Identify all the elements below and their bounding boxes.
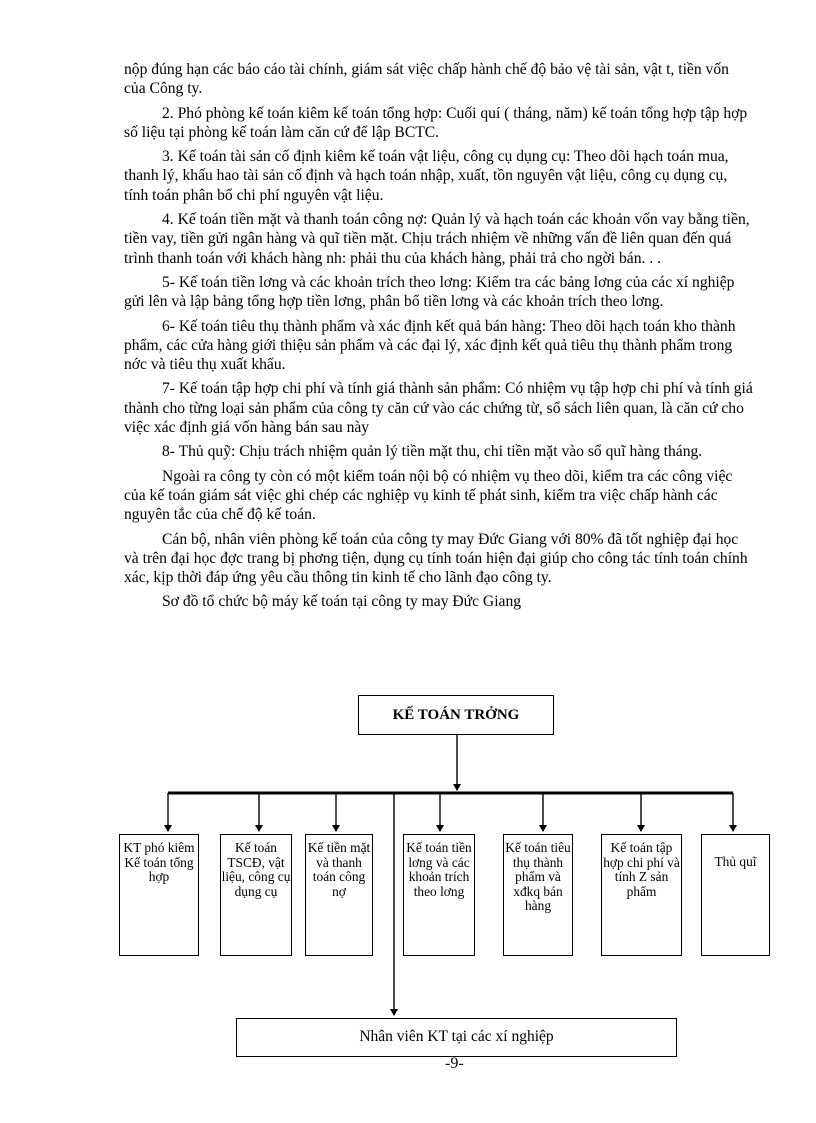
fixed-asset-accountant-box: Kế toán TSCĐ, vật liệu, công cụ dụng cụ [220, 834, 292, 956]
treasurer-box: Thủ quĩ [701, 834, 770, 956]
paragraph: 2. Phó phòng kế toán kiêm kế toán tổng hợp: Cuối quí ( tháng, năm) kế toán tổng hợp tập hợp số liệu tại phòng kế toán làm căn cứ để lập BCTC. [124, 104, 748, 141]
paragraph: 8- Thủ quỹ: Chịu trách nhiệm quản lý tiền mặt thu, chi tiền mặt vào sổ quĩ hàng tháng. [162, 443, 703, 461]
sales-accountant-box: Kế toán tiêu thụ thành phẩm và xđkq bán hàng [503, 834, 573, 956]
paragraph: 7- Kế toán tập hợp chi phí và tính giá thành sản phẩm: Có nhiệm vụ tập hợp chi phí và tính giá thành cho từng loại sản phẩm của công ty căn cứ vào các chứng từ, sổ sách liên quan, là căn cứ cho việc xác định giá vốn hàng bán sau này [124, 380, 753, 437]
paragraph: 5- Kế toán tiền lơng và các khoản trích theo lơng: Kiểm tra các bảng lơng của các xí nghiệp gửi lên và lập bảng tổng hợp tiền lơng, phân bổ tiền lơng và các khoản trích theo lơng. [124, 273, 735, 311]
chief-accountant-box: KẾ TOÁN TRỞNG [358, 695, 554, 735]
paragraph: Ngoài ra công ty còn có một kiểm toán nội bộ có nhiệm vụ theo dõi, kiểm tra các công việc của kế toán giám sát việc ghi chép các nghiệp vụ kinh tế phát sinh, kiểm tra việc chấp hành các nguyên tắc của chế độ kế toán. [124, 467, 733, 524]
cost-accountant-box: Kế toán tập hợp chi phí và tính Z sản phẩm [601, 834, 682, 956]
chart-caption: Sơ đồ tổ chức bộ máy kế toán tại công ty may Đức Giang [162, 593, 522, 611]
factory-staff-box: Nhân viên KT tại các xí nghiệp [236, 1018, 677, 1057]
cash-accountant-box: Kế tiền mặt và thanh toán công nợ [305, 834, 373, 956]
paragraph: 6- Kế toán tiêu thụ thành phẩm và xác định kết quả bán hàng: Theo dõi hạch toán kho thành phẩm, các cửa hàng giới thiệu sản phẩm và các đại lý, xác định kết quả tiêu thụ thành phẩm trong nớc và tiêu thụ xuất khẩu. [124, 317, 736, 374]
paragraph: nộp đúng hạn các báo cáo tài chính, giám sát việc chấp hành chế độ bảo vệ tài sản, vật t, tiền vốn của Công ty. [124, 61, 729, 98]
deputy-accountant-box: KT phó kiêm Kế toán tổng hợp [119, 834, 199, 956]
paragraph: Cán bộ, nhân viên phòng kế toán của công ty may Đức Giang với 80% đã tốt nghiệp đại học và trên đại học đợc trang bị phơng tiện, dụng cụ tính toán hiện đại giúp cho công tác tính toán chính xác, kịp thời đáp ứng yêu cầu thông tin kinh tế cho lãnh đạo công ty. [124, 530, 748, 587]
page-number: -9- [445, 1055, 464, 1072]
paragraph: 4. Kế toán tiền mặt và thanh toán công nợ: Quản lý và hạch toán các khoản vốn vay bằng tiền, tiền vay, tiền gửi ngân hàng và quĩ tiền mặt. Chịu trách nhiệm về những vấn đề liên quan đến quá trình thanh toán với khách hàng nh: phải thu của khách hàng, phải trả cho ngời bán. . . [124, 211, 750, 267]
paragraph: 3. Kế toán tài sản cố định kiêm kế toán vật liệu, công cụ dụng cụ: Theo dõi hạch toán mua, thanh lý, khấu hao tài sản cố định và hạch toán nhập, xuất, tồn nguyên vật liệu, công cụ dụng cụ, tính toán phân bổ chi phí nguyên vật liệu. [124, 148, 729, 204]
payroll-accountant-box: Kế toán tiền lơng và các khoản trích theo lơng [403, 834, 475, 956]
